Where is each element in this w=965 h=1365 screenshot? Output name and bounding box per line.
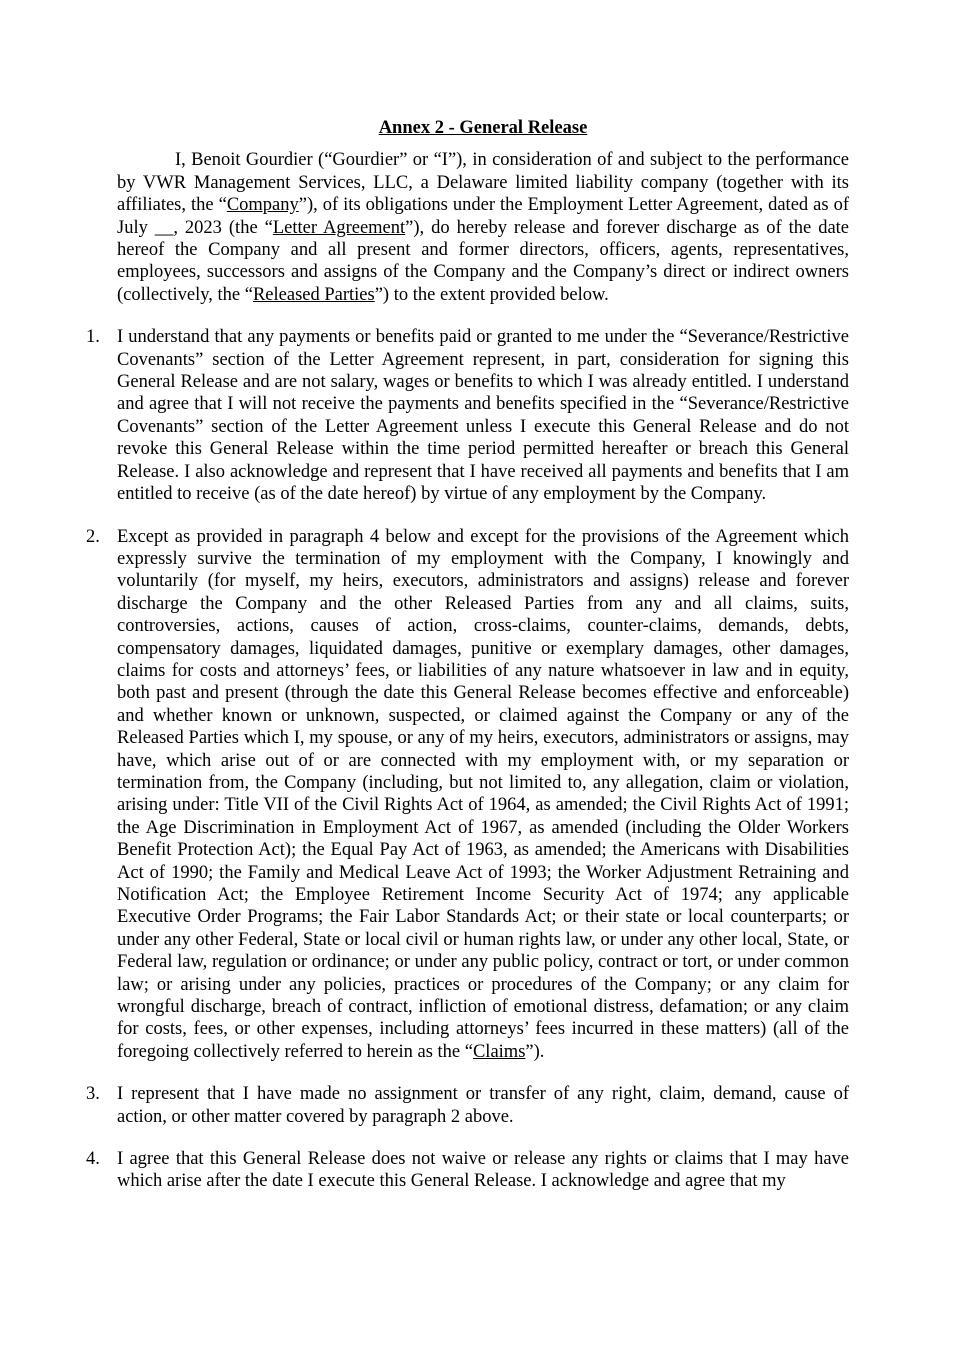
intro-text-4: ”) to the extent provided below.: [374, 284, 609, 305]
intro-text-2: ”), of its obligations under the Employment Letter Agreement, dated as of July __, 2023 (the “: [117, 195, 849, 238]
paragraph-text: Except as provided in paragraph 4 below and except for the provisions of the Agreement which expressly survive the termination of my employment with the Company, I knowingly and voluntarily (for myself, my heirs, executors, administrators and assigns) release and forever discharge the Company and the other Released Parties from any and all claims, suits, controversies, actions, causes of action, cross-claims, counter-claims, demands, debts, compensatory damages, liquidated damages, punitive or exemplary damages, other damages, claims for costs and attorneys’ fees, or liabilities of any nature whatsoever in law and in equity, both past and present (through the date this General Release becomes effective and enforceable) and whether known or unknown, suspected, or claimed against the Company or any of the Released Parties which I, my spouse, or any of my heirs, executors, administrators or assigns, may have, which arise out of or are connected with my employment with, or my separation or termination from, the Company (including, but not limited to, any allegation, claim or violation, arising under: Title VII of the Civil Rights Act of 1964, as amended; the Civil Rights Act of 1991; the Age Discrimination in Employment Act of 1967, as amended (including the Older Workers Benefit Protection Act); the Equal Pay Act of 1963, as amended; the Americans with Disabilities Act of 1990; the Family and Medical Leave Act of 1993; the Worker Adjustment Retraining and Notification Act; the Employee Retirement Income Security Act of 1974; any applicable Executive Order Programs; the Fair Labor Standards Act; or their state or local counterparts; or under any other Federal, State or local civil or human rights law, or under any other local, State, or Federal law, regulation or ordinance; or under any public policy, contract or tort, or under common law; or arising under any policies, practices or procedures of the Company; or any claim for wrongful discharge, breach of contract, infliction of emotional distress, defamation; or any claim for costs, fees, or other expenses, including attorneys’ fees incurred in these matters) (all of the foregoing collectively referred to herein as the “: [117, 526, 849, 1062]
defined-term-claims: Claims: [472, 1041, 526, 1062]
intro-paragraph: [117, 149, 849, 306]
intro-text-3: ”), do hereby release and forever discharge as of the date hereof the Company and all present and former directors, officers, agents, representatives, employees, successors and assigns of the Company and the Company’s direct or indirect owners (collectively, the “: [117, 217, 850, 305]
paragraph-number: 1.: [86, 327, 100, 348]
paragraph-number: 4.: [86, 1149, 100, 1170]
numbered-paragraph-1: [86, 326, 849, 505]
paragraph-text: I represent that I have made no assignment or transfer of any right, claim, demand, cause of action, or other matter covered by paragraph 2 above.: [117, 1084, 849, 1127]
paragraph-number: 3.: [86, 1084, 100, 1105]
numbered-paragraph-2: [86, 526, 849, 1064]
numbered-paragraph-4: [86, 1148, 849, 1193]
paragraph-number: 2.: [86, 526, 100, 547]
paragraph-text: I understand that any payments or benefits paid or granted to me under the “Severance/Restrictive Covenants” section of the Letter Agreement represent, in part, consideration for signing this General Release and are not salary, wages or benefits to which I was already entitled. I understand and agree that I will not receive the payments and benefits specified in the “Severance/Restrictive Covenants” section of the Letter Agreement unless I execute this General Release and do not revoke this General Release within the time period permitted hereafter or breach this General Release. I also acknowledge and represent that I have received all payments and benefits that I am entitled to receive (as of the date hereof) by virtue of any employment by the Company.: [117, 327, 849, 505]
document-title: Annex 2 - General Release: [378, 118, 588, 138]
paragraph-text-end: ”).: [525, 1041, 545, 1062]
intro-text-1: I, Benoit Gourdier (“Gourdier” or “I”), in consideration of and subject to the performance by VWR Management Services, LLC, a Delaware limited liability company (together with its affiliates, the “: [117, 150, 849, 216]
document-page: [86, 117, 850, 1213]
paragraph-text: I agree that this General Release does not waive or release any rights or claims that I may have which arise after the date I execute this General Release. I acknowledge and agree that my: [117, 1149, 849, 1192]
numbered-paragraph-3: [86, 1083, 849, 1128]
defined-term-letter-agreement: Letter Agreement: [272, 217, 406, 238]
defined-term-released-parties: Released Parties: [252, 284, 375, 305]
defined-term-company: Company: [226, 195, 299, 216]
